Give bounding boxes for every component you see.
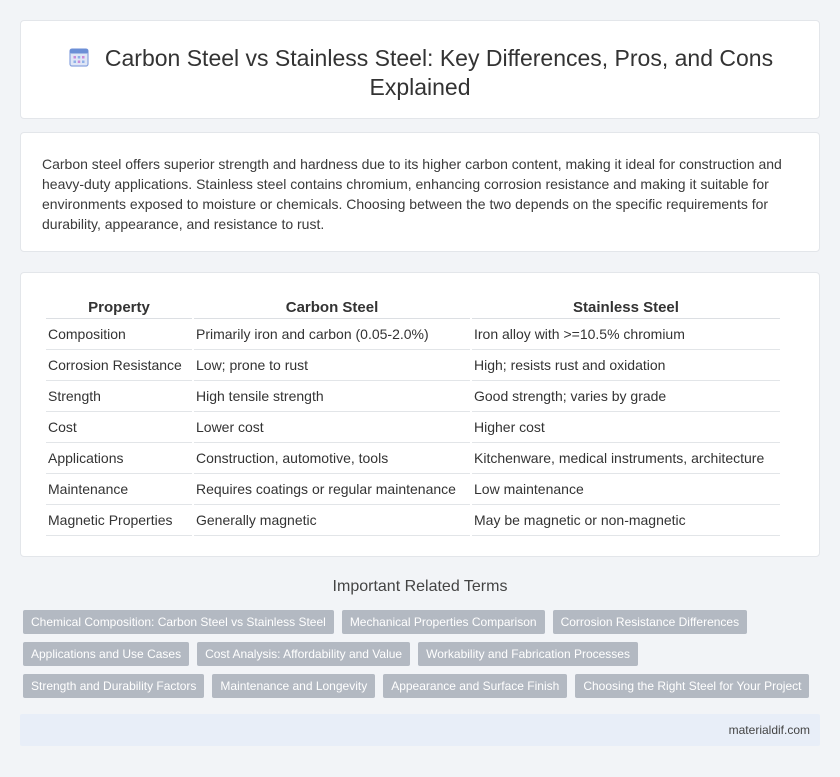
tag-link[interactable]: Choosing the Right Steel for Your Project [575,674,809,698]
table-row [46,381,780,412]
title-wrap [61,44,779,102]
cell-property: Cost [46,412,192,443]
tag-link[interactable]: Workability and Fabrication Processes [418,642,638,666]
tag-link[interactable]: Maintenance and Longevity [212,674,375,698]
table-row [46,319,780,350]
related-terms-title: Important Related Terms [332,578,508,595]
tag-link[interactable]: Chemical Composition: Carbon Steel vs Stainless Steel [23,610,334,634]
cell-carbon: Construction, automotive, tools [194,443,470,474]
cell-stainless: May be magnetic or non-magnetic [472,505,780,536]
cell-carbon: Lower cost [194,412,470,443]
cell-stainless: Higher cost [472,412,780,443]
header-carbon-steel: Carbon Steel [194,297,470,319]
cell-stainless: Kitchenware, medical instruments, architecture [472,443,780,474]
cell-property: Applications [46,443,192,474]
cell-property: Magnetic Properties [46,505,192,536]
cell-stainless: Good strength; varies by grade [472,381,780,412]
cell-property: Maintenance [46,474,192,505]
tag-link[interactable]: Mechanical Properties Comparison [342,610,545,634]
tag-row [23,674,823,698]
calendar-icon [67,45,91,69]
table-row [46,412,780,443]
header-property: Property [46,297,192,319]
tag-link[interactable]: Cost Analysis: Affordability and Value [197,642,410,666]
cell-carbon: Primarily iron and carbon (0.05-2.0%) [194,319,470,350]
cell-property: Composition [46,319,192,350]
header-stainless-steel: Stainless Steel [472,297,780,319]
intro-paragraph: Carbon steel offers superior strength and hardness due to its higher carbon content, making it ideal for construction and heavy-duty applications. Stainless steel contains chromium, enhancing corrosion resistance and making it suitable for environments exposed to moisture or chemicals. Choosing between the two depends on the specific requirements for durability, appearance, and resistance to rust. [42,156,782,232]
tag-link[interactable]: Applications and Use Cases [23,642,189,666]
footer-site[interactable]: materialdif.com [728,723,810,737]
tag-link[interactable]: Appearance and Surface Finish [383,674,567,698]
page-title: Carbon Steel vs Stainless Steel: Key Differences, Pros, and Cons Explained [104,45,774,100]
cell-property: Corrosion Resistance [46,350,192,381]
related-terms-tags [23,610,823,706]
intro-card [20,132,820,252]
cell-carbon: Requires coatings or regular maintenance [194,474,470,505]
table-row [46,474,780,505]
table-header-row [46,297,780,319]
tag-link[interactable]: Corrosion Resistance Differences [553,610,748,634]
cell-stainless: Iron alloy with >=10.5% chromium [472,319,780,350]
tag-row [23,642,823,666]
comparison-card [20,272,820,557]
cell-stainless: Low maintenance [472,474,780,505]
tag-link[interactable]: Strength and Durability Factors [23,674,204,698]
cell-carbon: High tensile strength [194,381,470,412]
cell-carbon: Low; prone to rust [194,350,470,381]
comparison-table [44,297,782,536]
cell-carbon: Generally magnetic [194,505,470,536]
table-row [46,505,780,536]
cell-property: Strength [46,381,192,412]
cell-stainless: High; resists rust and oxidation [472,350,780,381]
title-card [20,20,820,119]
footer [20,714,820,746]
table-row [46,443,780,474]
tag-row [23,610,823,634]
table-row [46,350,780,381]
